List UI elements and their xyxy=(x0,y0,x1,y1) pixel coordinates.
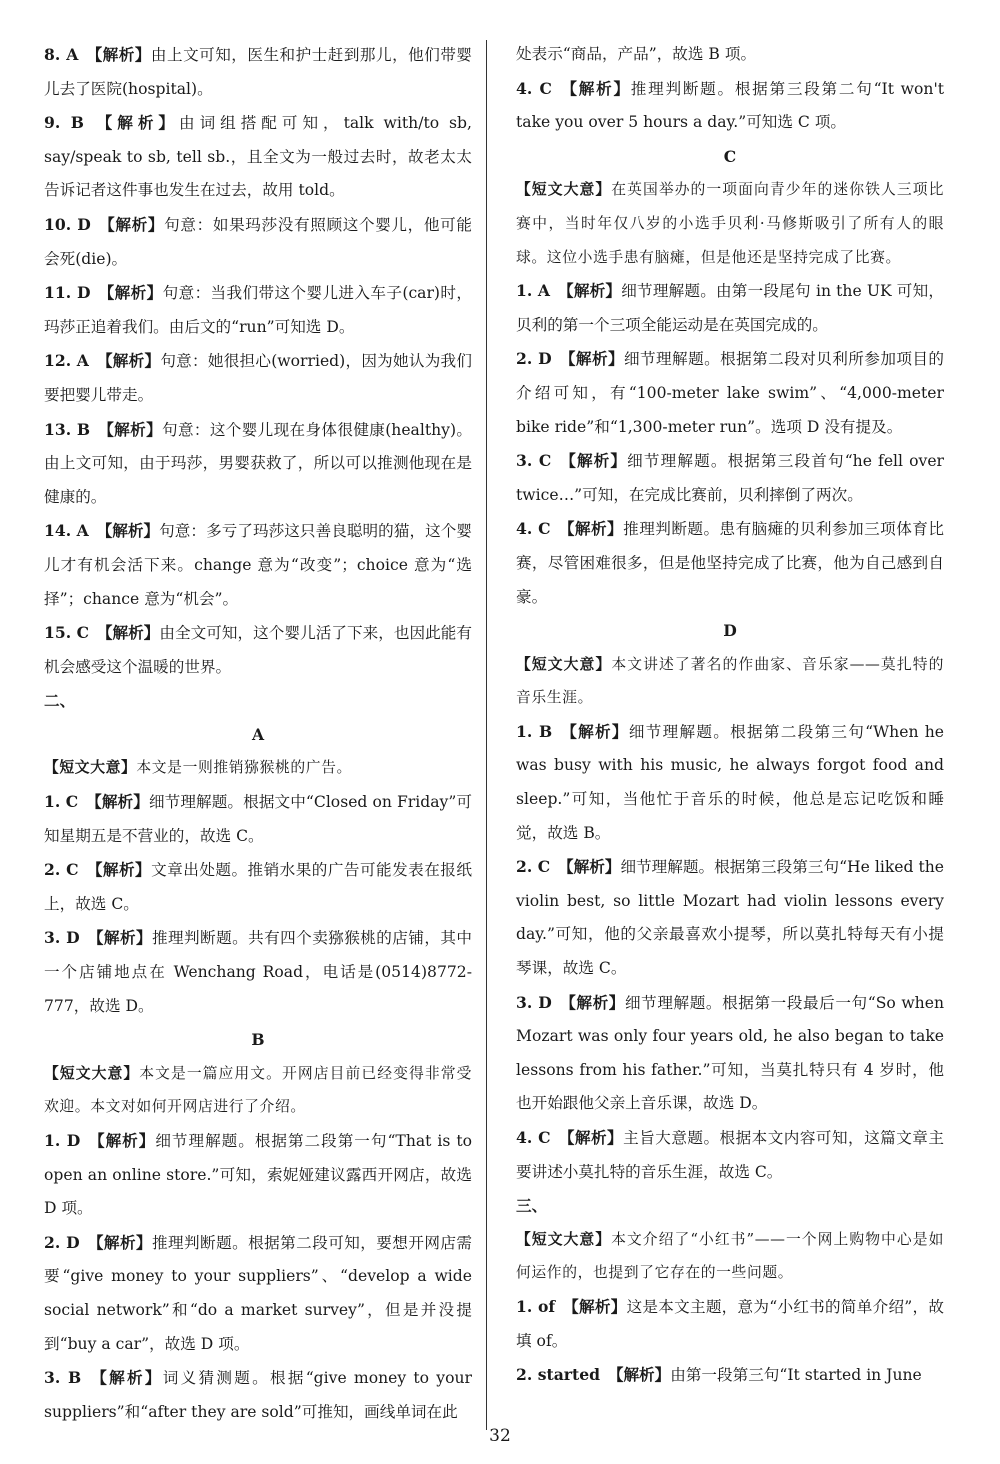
answer-number: 2. started xyxy=(516,1365,601,1385)
explanation-text: 本文讲述了著名的作曲家、音乐家——莫扎特的音乐生涯。 xyxy=(516,655,944,707)
analysis-tag: 【解析】 xyxy=(559,451,628,471)
answer-number: 10. D xyxy=(44,214,91,234)
passage-summary xyxy=(44,751,472,785)
explanation-text: 在英国举办的一项面向青少年的迷你铁人三项比赛中，当时年仅八岁的小选手贝利·马修斯吸引了所有人的眼球。这位小选手患有脑瘫，但是他还是坚持完成了比赛。 xyxy=(516,181,944,266)
answer-item xyxy=(516,715,944,850)
continued-text: 处表示“商品，产品”，故选 B 项。 xyxy=(516,45,757,63)
section-heading: 二、 xyxy=(44,691,76,711)
page-number: 32 xyxy=(489,1426,511,1446)
answer-number: 13. B xyxy=(44,419,91,439)
explanation-text: 本文是一则推销猕猴桃的广告。 xyxy=(136,759,352,777)
answer-number: 3. B xyxy=(44,1368,82,1388)
answer-item xyxy=(516,72,944,140)
passage-summary xyxy=(44,1057,472,1124)
explanation-text: 由第一段第三句“It started in June xyxy=(670,1366,922,1385)
left-column xyxy=(44,38,472,1429)
analysis-tag: 【解析】 xyxy=(559,78,631,98)
answer-item xyxy=(44,616,472,684)
explanation-text: 细节理解题。根据文中“Closed on Friday”可知星期五是不营业的，故选 C。 xyxy=(44,793,472,845)
answer-number: 3. D xyxy=(516,992,552,1012)
answer-number: 1. C xyxy=(44,792,79,812)
answer-item xyxy=(516,986,944,1121)
answer-number: 2. D xyxy=(44,1232,80,1252)
analysis-tag: 【解析】 xyxy=(98,214,165,234)
analysis-tag: 【解析】 xyxy=(607,1365,671,1385)
analysis-tag: 【解析】 xyxy=(96,623,160,643)
analysis-tag: 【解析】 xyxy=(96,351,161,371)
summary-tag: 【短文大意】 xyxy=(516,655,612,673)
analysis-tag: 【解析】 xyxy=(96,521,160,541)
summary-tag: 【短文大意】 xyxy=(516,181,612,199)
answer-item xyxy=(516,512,944,614)
answer-item xyxy=(44,413,472,515)
analysis-tag: 【解析】 xyxy=(559,992,625,1012)
answer-number: 2. C xyxy=(44,860,79,880)
analysis-tag: 【解析】 xyxy=(87,928,152,948)
explanation-text: 细节理解题。根据第二段对贝利所参加项目的介绍可知，有“100-meter lake swim”、“4,000-meter bike ride”和“1,300-meter run”。选项 D 没有提及。 xyxy=(516,350,944,436)
answer-item xyxy=(44,276,472,344)
answer-number: 3. C xyxy=(516,451,552,471)
answer-item xyxy=(44,1124,472,1226)
answer-number: 4. C xyxy=(516,519,551,539)
analysis-tag: 【解析】 xyxy=(558,1128,624,1147)
explanation-text: 句意：她很担心(worried)，因为她认为我们要把婴儿带走。 xyxy=(44,352,472,404)
analysis-tag: 【解析】 xyxy=(558,519,624,539)
answer-number: 4. C xyxy=(516,78,552,98)
explanation-text: 推理判断题。根据第三段第二句“It won't take you over 5 hours a day.”可知选 C 项。 xyxy=(516,79,945,132)
analysis-tag: 【解析】 xyxy=(86,45,151,64)
analysis-tag: 【解析】 xyxy=(559,721,629,741)
explanation-text: 细节理解题。根据第三段第三句“He liked the violin best, so little Mozart had violin lessons every day.”可知，他的父亲最喜欢小提琴，所以莫扎特每天有小提琴课，故选 C。 xyxy=(516,858,945,978)
analysis-tag: 【解析】 xyxy=(87,1232,152,1252)
column-divider xyxy=(486,40,487,1430)
answer-number: 15. C xyxy=(44,623,90,643)
analysis-tag: 【解析】 xyxy=(88,1368,163,1388)
explanation-text: 句意：多亏了玛莎这只善良聪明的猫，这个婴儿才有机会活下来。change 意为“改变”；choice 意为“选择”；chance 意为“机会”。 xyxy=(44,522,472,608)
answer-number: 9. B xyxy=(44,113,84,133)
answer-number: 2. C xyxy=(516,857,551,877)
passage-letter: B xyxy=(251,1030,265,1050)
summary-tag: 【短文大意】 xyxy=(516,1230,612,1248)
answer-item xyxy=(44,1361,472,1429)
passage-summary xyxy=(516,648,944,715)
answer-item xyxy=(44,106,472,208)
summary-tag: 【短文大意】 xyxy=(44,1064,140,1082)
answer-item xyxy=(44,514,472,616)
answer-number: 12. A xyxy=(44,351,89,371)
answer-number: 14. A xyxy=(44,521,89,541)
answer-item xyxy=(516,1290,944,1358)
right-column xyxy=(516,38,944,1393)
explanation-text: 句意：当我们带这个婴儿进入车子(car)时，玛莎正追着我们。由后文的“run”可知选 D。 xyxy=(44,284,472,336)
explanation-text: 本文介绍了“小红书”——一个网上购物中心是如何运作的，也提到了它存在的一些问题。 xyxy=(516,1230,944,1282)
explanation-text: 句意：这个婴儿现在身体很健康(healthy)。由上文可知，由于玛莎，男婴获救了，所以可以推测他现在是健康的。 xyxy=(44,420,472,506)
answer-number: 11. D xyxy=(44,283,91,303)
explanation-text: 本文是一篇应用文。开网店目前已经变得非常受欢迎。本文对如何开网店进行了介绍。 xyxy=(44,1064,472,1116)
analysis-tag: 【解析】 xyxy=(562,1296,627,1316)
passage-summary xyxy=(516,1223,944,1290)
explanation-text: 细节理解题。根据第二段第一句“That is to open an online store.”可知，索妮娅建议露西开网店，故选 D 项。 xyxy=(44,1132,472,1218)
analysis-tag: 【解析】 xyxy=(98,283,163,303)
answer-item xyxy=(44,344,472,412)
analysis-tag: 【解析】 xyxy=(557,281,622,301)
passage-letter: A xyxy=(251,724,265,744)
answer-number: 8. A xyxy=(44,45,79,64)
analysis-tag: 【解析】 xyxy=(97,419,163,439)
answer-item xyxy=(44,38,472,106)
answer-item xyxy=(44,208,472,276)
answer-item xyxy=(516,274,944,342)
answer-number: 1. D xyxy=(44,1131,81,1150)
explanation-text: 推理判断题。根据第二段可知，要想开网店需要“give money to your suppliers”、“develop a wide social network”和“do a market survey”，但是并没提到“buy a car”，故选 D 项。 xyxy=(44,1233,472,1353)
explanation-text: 词义猜测题。根据“give money to your suppliers”和“after they are sold”可推知，画线单词在此 xyxy=(44,1369,472,1421)
passage-summary xyxy=(516,173,944,274)
answer-item xyxy=(516,850,944,985)
explanation-text: 文章出处题。推销水果的广告可能发表在报纸上，故选 C。 xyxy=(44,861,472,913)
answer-item xyxy=(516,1358,944,1393)
passage-letter: C xyxy=(723,146,737,166)
section-heading: 三、 xyxy=(516,1196,548,1216)
explanation-text: 这是本文主题，意为“小红书的简单介绍”，故填 of。 xyxy=(516,1297,944,1350)
passage-letter: D xyxy=(723,621,737,641)
explanation-text: 细节理解题。根据第一段最后一句“So when Mozart was only four years old, he also began to take lessons from his father.”可知，当莫扎特只有 4 岁时，他也开始跟他父亲上音乐课，故选 D。 xyxy=(516,993,944,1113)
explanation-text: 主旨大意题。根据本文内容可知，这篇文章主要讲述小莫扎特的音乐生涯，故选 C。 xyxy=(516,1129,944,1181)
explanation-text: 细节理解题。由第一段尾句 in the UK 可知，贝利的第一个三项全能运动是在英国完成的。 xyxy=(516,282,944,334)
analysis-tag: 【解析】 xyxy=(86,860,152,880)
answer-number: 1. B xyxy=(516,721,553,741)
explanation-text: 由全文可知，这个婴儿活了下来，也因此能有机会感受这个温暖的世界。 xyxy=(44,624,472,676)
analysis-tag: 【解析】 xyxy=(88,1131,156,1150)
answer-number: 4. C xyxy=(516,1128,551,1147)
explanation-text: 细节理解题。根据第二段第三句“When he was busy with his music, he always forgot food and sleep.”可知，当他忙于音乐的时候，他总是忘记吃饭和睡觉，故选 B。 xyxy=(516,722,944,842)
answer-item xyxy=(516,444,944,512)
answer-item xyxy=(44,921,472,1023)
answer-item xyxy=(44,853,472,921)
answer-number: 1. A xyxy=(516,281,551,301)
answer-item xyxy=(44,1226,472,1361)
analysis-tag: 【解析】 xyxy=(86,792,149,812)
explanation-text: 细节理解题。根据第三段首句“he fell over twice…”可知，在完成比赛前，贝利摔倒了两次。 xyxy=(516,452,944,504)
summary-tag: 【短文大意】 xyxy=(44,759,137,777)
answer-number: 2. D xyxy=(516,349,552,369)
answer-item xyxy=(516,1121,944,1189)
answer-item xyxy=(44,785,472,853)
explanation-text: 由上文可知，医生和护士赶到那儿，他们带婴儿去了医院(hospital)。 xyxy=(44,46,472,98)
answer-number: 1. of xyxy=(516,1296,556,1316)
answer-item xyxy=(516,342,944,444)
explanation-text: 由词组搭配可知，talk with/to sb, say/speak to sb, tell sb.，且全文为一般过去时，故老太太告诉记者这件事也发生在过去，故用 told。 xyxy=(44,114,472,200)
analysis-tag: 【解析】 xyxy=(91,113,179,133)
explanation-text: 句意：如果玛莎没有照顾这个婴儿，他可能会死(die)。 xyxy=(44,215,472,268)
explanation-text: 推理判断题。患有脑瘫的贝利参加三项体育比赛，尽管困难很多，但是他坚持完成了比赛，他为自己感到自豪。 xyxy=(516,520,944,606)
explanation-text: 推理判断题。共有四个卖猕猴桃的店铺，其中一个店铺地点在 Wenchang Road，电话是(0514)8772-777，故选 D。 xyxy=(44,929,472,1015)
analysis-tag: 【解析】 xyxy=(557,857,621,877)
answer-number: 3. D xyxy=(44,928,80,948)
analysis-tag: 【解析】 xyxy=(559,349,624,369)
